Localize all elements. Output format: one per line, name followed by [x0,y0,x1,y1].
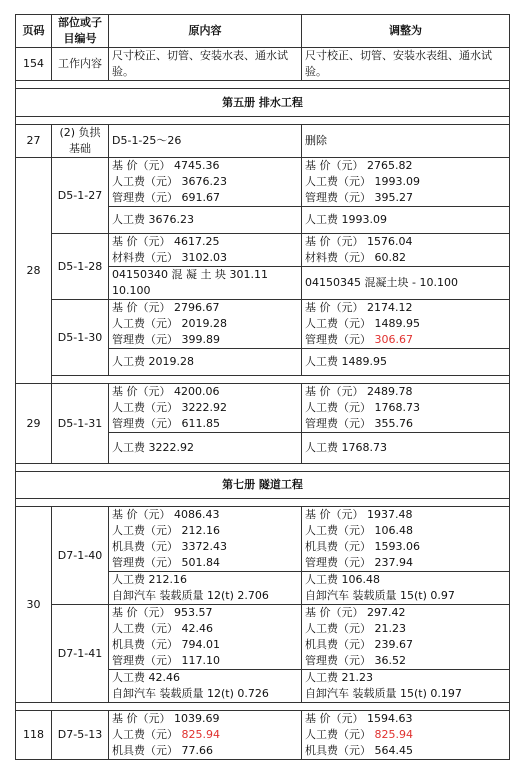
header-row [16,15,510,48]
section-heading-5: 第五册 排水工程 [16,89,510,117]
row-d7-1-41 [16,605,510,670]
page-cell: 118 [16,711,52,760]
adjusted-cell: 基 价（元） 1594.63 人工费（元） 825.94 机具费（元） 564.45 [302,711,510,760]
header-original: 原内容 [109,15,302,48]
section-heading-7: 第七册 隧道工程 [16,472,510,499]
spacer-row [16,464,510,472]
original-cell: 人工费 42.46 自卸汽车 装载质量 12(t) 0.726 [109,670,302,703]
row-154 [16,48,510,81]
changed-value: 306.67 [374,333,413,346]
item-cell: 工作内容 [52,48,109,81]
item-cell: D7-1-41 [52,605,109,703]
original-cell: 人工费 3676.23 [109,207,302,234]
page-cell: 30 [16,507,52,703]
adjusted-cell: 尺寸校正、切管、安装水表组、通水试验。 [302,48,510,81]
original-cell: 基 价（元） 4617.25 材料费（元） 3102.03 [109,234,302,267]
row-d5-1-30 [16,300,510,349]
item-cell: D7-1-40 [52,507,109,605]
adjusted-cell: 删除 [302,125,510,158]
original-cell: 基 价（元） 4200.06 人工费（元） 3222.92 管理费（元） 611.85 [109,384,302,433]
page-cell: 27 [16,125,52,158]
adjusted-cell: 基 价（元） 1937.48 人工费（元） 106.48 机具费（元） 1593.06 管理费（元） 237.94 [302,507,510,572]
item-cell: (2) 负拱基础 [52,125,109,158]
original-cell: 人工费 2019.28 [109,349,302,376]
original-cell: 人工费 3222.92 [109,433,302,464]
item-cell: D5-1-28 [52,234,109,300]
row-d5-1-31 [16,384,510,433]
original-cell: 04150340 混 凝 土 块 301.11 10.100 [109,267,302,300]
row-d7-5-13 [16,711,510,760]
adjusted-cell: 基 价（元） 2765.82 人工费（元） 1993.09 管理费（元） 395.27 [302,158,510,207]
changed-value: 825.94 [374,728,413,741]
original-cell: 尺寸校正、切管、安装水表、通水试验。 [109,48,302,81]
adjusted-cell: 基 价（元） 2489.78 人工费（元） 1768.73 管理费（元） 355.76 [302,384,510,433]
row-27 [16,125,510,158]
spacer-row [16,703,510,711]
original-cell: 基 价（元） 4745.36 人工费（元） 3676.23 管理费（元） 691.67 [109,158,302,207]
row-d7-1-40 [16,507,510,572]
item-cell: D5-1-27 [52,158,109,234]
page-cell: 29 [16,384,52,464]
original-cell: 基 价（元） 953.57 人工费（元） 42.46 机具费（元） 794.01 管理费（元） 117.10 [109,605,302,670]
original-cell: 人工费 212.16 自卸汽车 装载质量 12(t) 2.706 [109,572,302,605]
original-cell: D5-1-25～26 [109,125,302,158]
adjusted-cell: 人工费 1993.09 [302,207,510,234]
spacer-row [16,376,510,384]
row-d5-1-27 [16,158,510,207]
item-cell: D7-5-13 [52,711,109,760]
original-cell: 基 价（元） 4086.43 人工费（元） 212.16 机具费（元） 3372.43 管理费（元） 501.84 [109,507,302,572]
item-cell: D5-1-30 [52,300,109,376]
header-adjusted: 调整为 [302,15,510,48]
row-d5-1-28 [16,234,510,267]
adjusted-cell: 人工费 106.48 自卸汽车 装载质量 15(t) 0.97 [302,572,510,605]
adjusted-cell: 基 价（元） 297.42 人工费（元） 21.23 机具费（元） 239.67 管理费（元） 36.52 [302,605,510,670]
spacer-row [16,81,510,89]
adjusted-cell: 基 价（元） 2174.12 人工费（元） 1489.95 管理费（元） 306.67 [302,300,510,349]
page-cell: 28 [16,158,52,384]
spacer-row [16,117,510,125]
changed-value: 825.94 [181,728,220,741]
adjusted-cell: 04150345 混凝土块 - 10.100 [302,267,510,300]
adjusted-cell: 人工费 1768.73 [302,433,510,464]
spacer-row [16,499,510,507]
original-cell: 基 价（元） 1039.69 人工费（元） 825.94 机具费（元） 77.66 [109,711,302,760]
revision-table [15,14,510,760]
adjusted-cell: 人工费 1489.95 [302,349,510,376]
adjusted-cell: 基 价（元） 1576.04 材料费（元） 60.82 [302,234,510,267]
header-item: 部位或子目编号 [52,15,109,48]
page-cell: 154 [16,48,52,81]
header-page: 页码 [16,15,52,48]
item-cell: D5-1-31 [52,384,109,464]
original-cell: 基 价（元） 2796.67 人工费（元） 2019.28 管理费（元） 399.89 [109,300,302,349]
adjusted-cell: 人工费 21.23 自卸汽车 装载质量 15(t) 0.197 [302,670,510,703]
